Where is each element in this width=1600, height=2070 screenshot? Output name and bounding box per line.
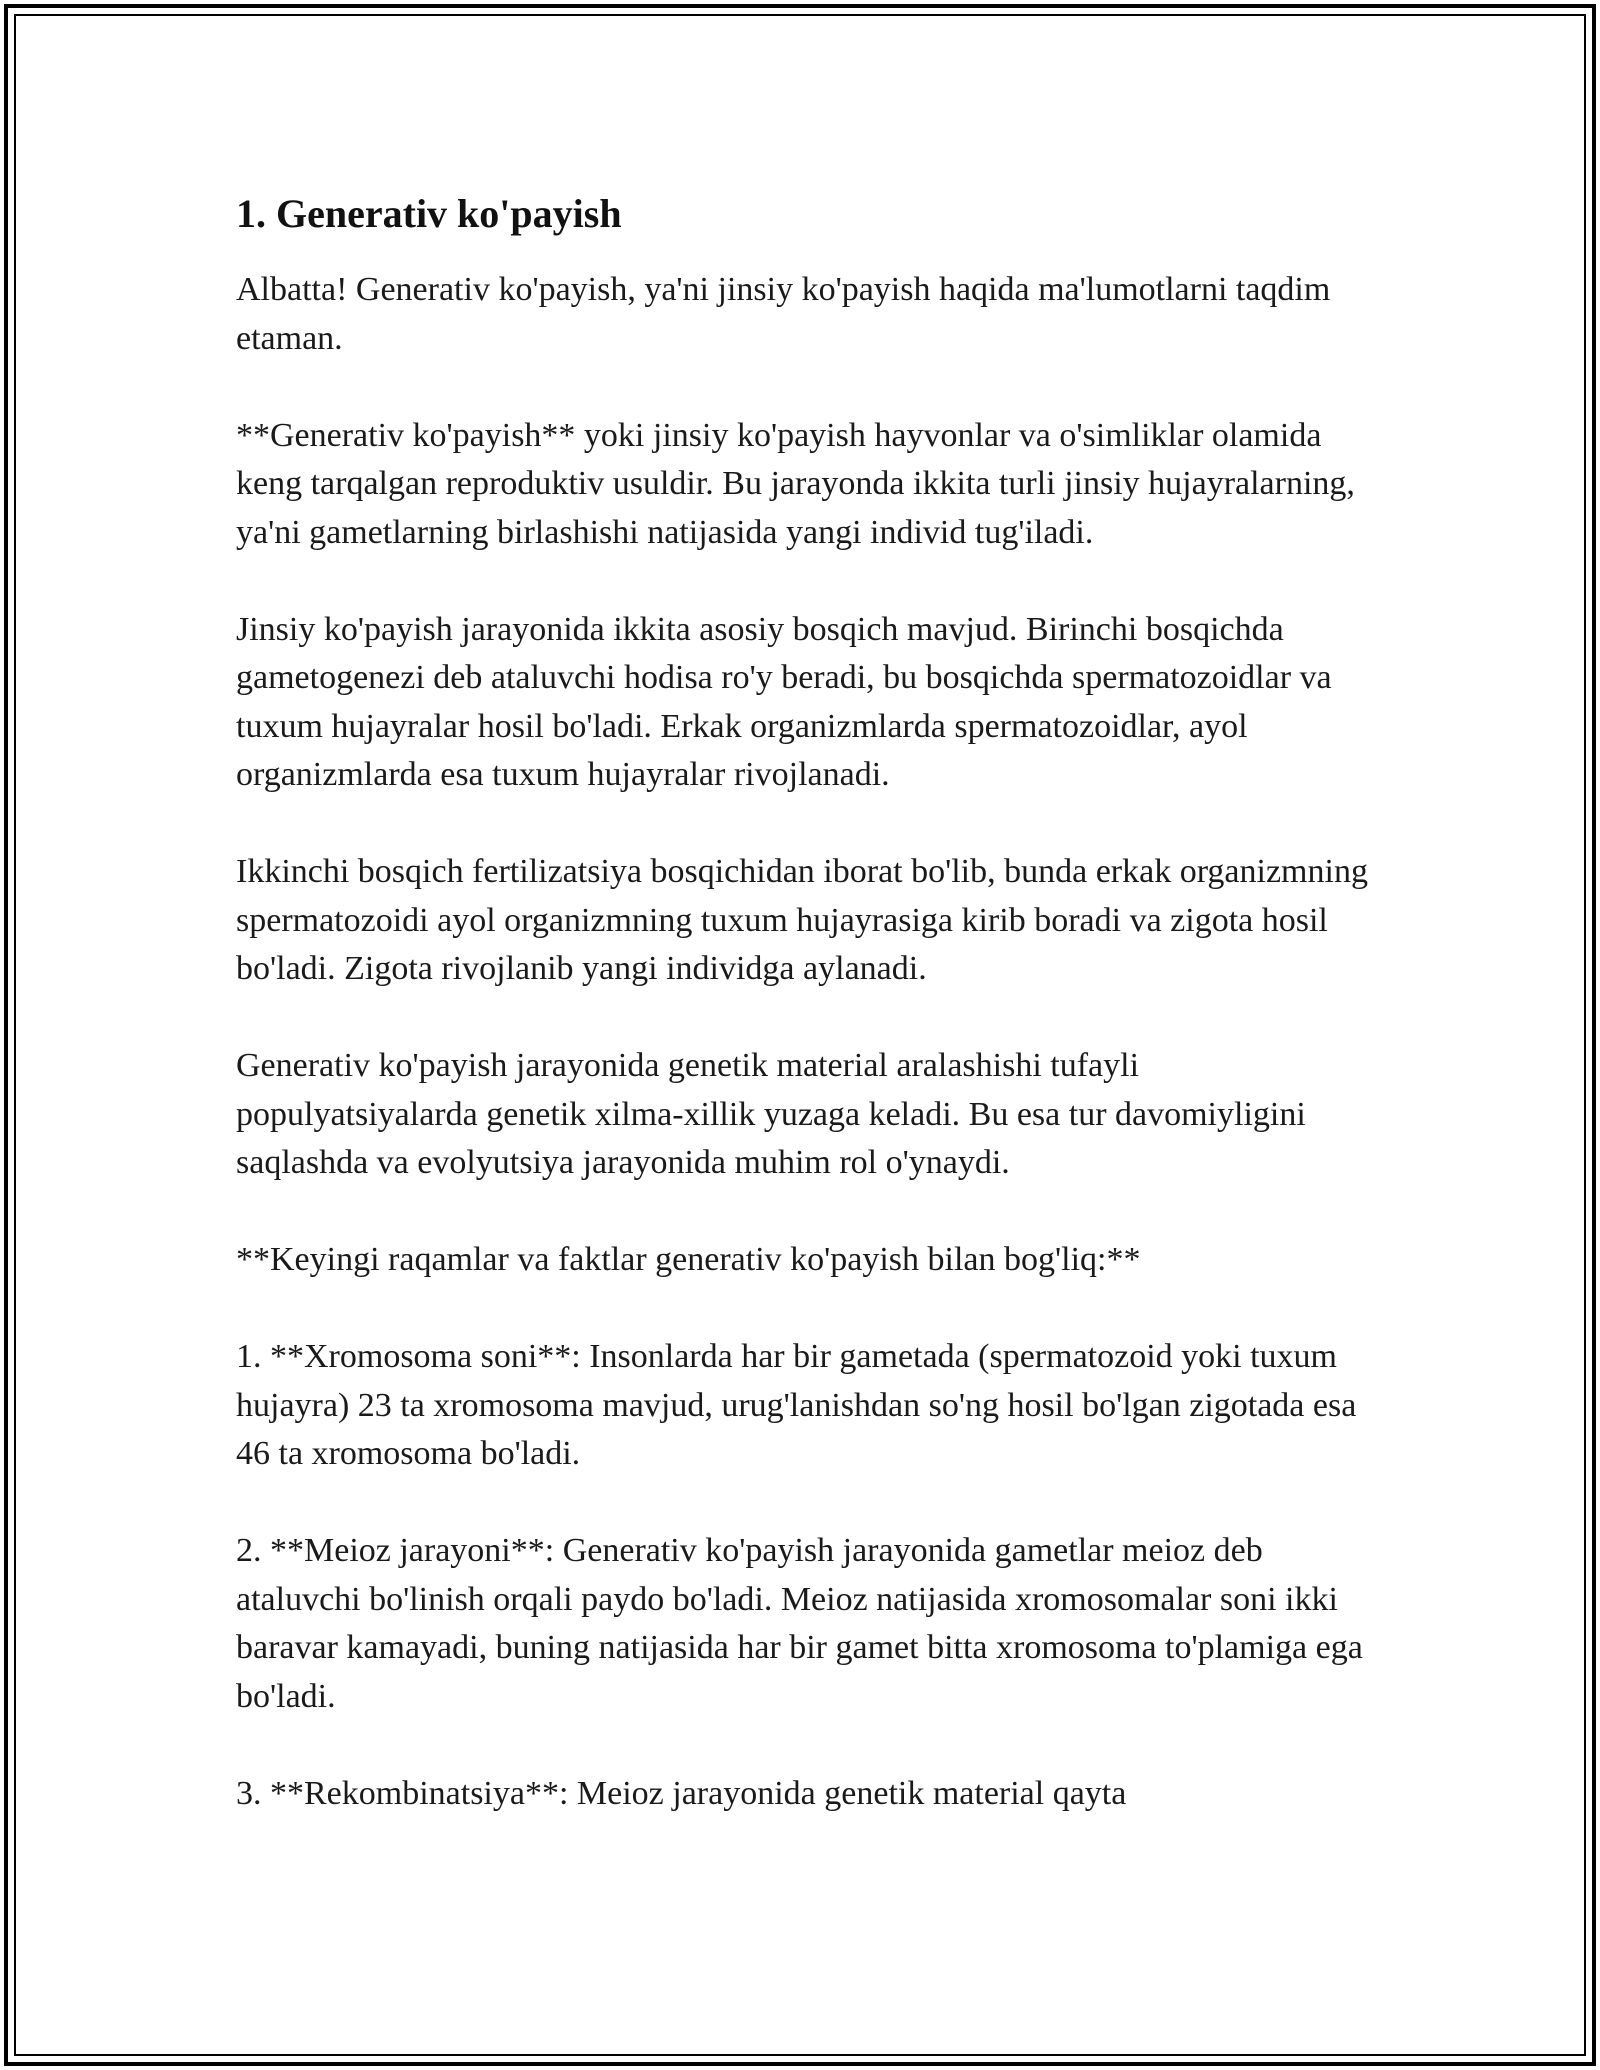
paragraph-intro: Albatta! Generativ ko'payish, ya'ni jinsiy ko'payish haqida ma'lumotlarni taqdim etaman. xyxy=(236,271,1331,357)
document-body xyxy=(236,186,1386,1818)
paragraph-definition: **Generativ ko'payish** yoki jinsiy ko'payish hayvonlar va o'simliklar olamida keng tarqalgan reproduktiv usuldir. Bu jarayonda ikkita turli jinsiy hujayralarning, ya'ni gametlarning birlashishi natijasida yangi individ tug'iladi. xyxy=(236,416,1355,551)
list-item-recombination: 3. **Rekombinatsiya**: Meioz jarayonida genetik material qayta xyxy=(236,1774,1127,1812)
list-item-chromosome-count: 1. **Xromosoma soni**: Insonlarda har bir gametada (spermatozoid yoki tuxum hujayra) 23 ta xromosoma mavjud, urug'lanishdan so'ng hosil bo'lgan zigotada esa 46 ta xromosoma bo'ladi. xyxy=(236,1338,1357,1472)
paragraph-fertilization: Ikkinchi bosqich fertilizatsiya bosqichidan iborat bo'lib, bunda erkak organizmning spermatozoidi ayol organizmning tuxum hujayrasiga kirib boradi va zigota hosil bo'ladi. Zigota rivojlanib yangi individga aylanadi. xyxy=(236,853,1368,987)
paragraph-diversity: Generativ ko'payish jarayonida genetik material aralashishi tufayli populyatsiyalarda genetik xilma-xillik yuzaga keladi. Bu esa tur davomiyligini saqlashda va evolyutsiya jarayonida muhim rol o'ynaydi. xyxy=(236,1047,1306,1181)
list-item-meiosis: 2. **Meioz jarayoni**: Generativ ko'payish jarayonida gametlar meioz deb ataluvchi bo'linish orqali paydo bo'ladi. Meioz natijasida xromosomalar soni ikki baravar kamayadi, buning natijasida har bir gamet bitta xromosoma to'plamiga ega bo'ladi. xyxy=(236,1532,1363,1715)
section-heading: 1. Generativ ko'payish xyxy=(236,191,622,236)
paragraph-stages: Jinsiy ko'payish jarayonida ikkita asosiy bosqich mavjud. Birinchi bosqichda gametogenezi deb ataluvchi hodisa ro'y beradi, bu bosqichda spermatozoidlar va tuxum hujayralar hosil bo'ladi. Erkak organizmlarda spermatozoidlar, ayol organizmlarda esa tuxum hujayralar rivojlanadi. xyxy=(236,610,1332,793)
paragraph-facts-intro: **Keyingi raqamlar va faktlar generativ ko'payish bilan bog'liq:** xyxy=(236,1241,1141,1278)
